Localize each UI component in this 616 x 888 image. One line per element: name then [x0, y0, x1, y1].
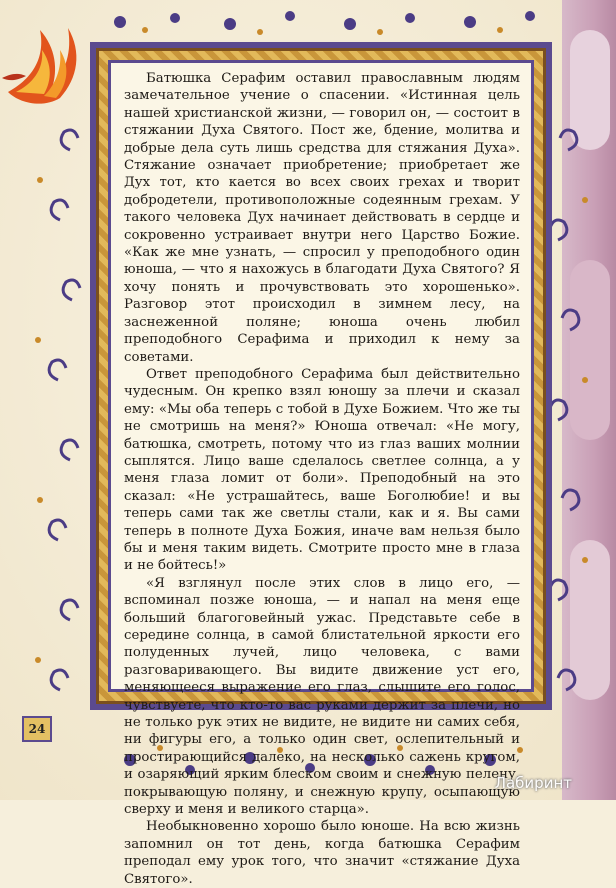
- paragraph-2: Ответ преподобного Серафима был действительно чудесным. Он крепко взял юношу за плечи и сказал ему: «Мы оба теперь с тобой в Духе Божием. Что же ты не смотришь на меня?» Юноша отвечал: «Не могу, батюшка, смотреть, потому что из глаз ваших молнии сыплятся. Лицо ваше сделалось светлее солнца, а у меня глаза ломит от боли». Преподобный на это сказал: «Не устрашайтесь, ваше Боголюбие! и вы теперь сами так же светлы стали, как и я. Вы сами теперь в полноте Духа Божия, иначе вам нельзя было бы и меня таким видеть. Смотрите просто мне в глаза и не бойтесь!»: [124, 366, 520, 574]
- paragraph-3: «Я взглянул после этих слов в лицо его, — вспоминал позже юноша, — и напал на меня еще больший благоговейный ужас. Представьте себе в середине солнца, в самой блистательной яркости его полуденных лучей, лицо человека, с вами разговаривающего. Вы видите движение уст его, меняющееся выражение его глаз, слышите его голос, чувствуете, что кто-то вас руками держит за плечи, но не только рук этих не видите, не видите ни самих себя, ни фигуры его, а только один свет, ослепительный и простирающийся далеко, на несколько сажень кругом, и озаряющий ярким блеском своим и снежную пелену, покрывающую поляну, и снежную крупу, осыпающую сверху и меня и великого старца».: [124, 575, 520, 818]
- watermark: Лабиринт: [494, 774, 572, 792]
- firebird-icon: [2, 28, 76, 104]
- paragraph-4: Необыкновенно хорошо было юноше. На всю жизнь запомнил он тот день, когда батюшка Серафим преподал ему урок того, что значит «стяжание Духа Святого».: [124, 819, 520, 887]
- page-number: 24: [22, 716, 52, 742]
- paragraph-1: Батюшка Серафим оставил православным людям замечательное учение о спасении. «Истинная цель нашей христианской жизни, — говорил он, — состоит в стяжании Духа Святого. Пост же, бдение, молитва и добрые дела суть лишь средства для стяжания Духа». Стяжание означает приобретение; приобретает же Дух тот, кто кается во всех своих грехах и творит добродетели, противоположные содеянным грехам. У такого человека Дух начинает действовать в сердце и сокровенно устраивает внутри него Царство Божие. «Как же мне узнать, — спросил у преподобного один юноша, — что я нахожусь в благодати Духа Святого? Я хочу понять и прочувствовать это хорошенько». Разговор этот происходил в зимнем лесу, на заснеженной поляне; юноша очень любил преподобного Серафима и приходил к нему за советами.: [124, 71, 520, 365]
- page-text: [124, 70, 520, 888]
